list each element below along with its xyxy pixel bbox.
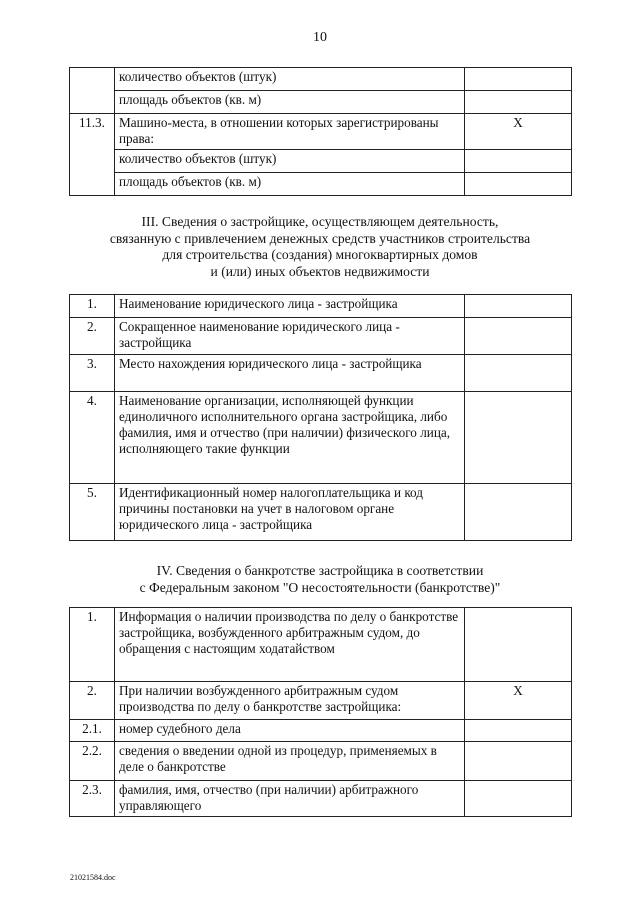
row-mark: X xyxy=(465,114,572,150)
row-mark xyxy=(465,392,572,484)
section-3-title-line: для строительства (создания) многоквартирных домов xyxy=(162,247,478,262)
row-mark xyxy=(465,781,572,817)
section-3-title-line: и (или) иных объектов недвижимости xyxy=(210,263,430,279)
row-text: количество объектов (штук) xyxy=(115,150,465,173)
footer-file-name: 21021584.doc xyxy=(70,873,116,882)
row-number: 1. xyxy=(70,295,115,318)
table-row xyxy=(70,295,572,318)
table-row xyxy=(70,68,572,91)
row-number: 2.1. xyxy=(70,720,115,742)
row-text: фамилия, имя, отчество (при наличии) арбитражного управляющего xyxy=(115,781,465,817)
row-mark xyxy=(465,720,572,742)
table-developer xyxy=(69,294,572,541)
section-3-title-line: связанную с привлечением денежных средств участников строительства xyxy=(109,230,531,246)
row-text: Наименование организации, исполняющей функции единоличного исполнительного органа застройщика, либо фамилия, имя и отчество (при наличии) физического лица, исполняющего такие функции xyxy=(115,392,465,484)
row-text: Сокращенное наименование юридического лица - застройщика xyxy=(115,318,465,355)
row-number: 4. xyxy=(70,392,115,484)
row-mark xyxy=(465,742,572,781)
table-row xyxy=(70,114,572,150)
row-mark xyxy=(465,295,572,318)
section-3-title-line: III. Сведения о застройщике, осуществляющем деятельность, xyxy=(141,214,499,229)
section-4-title-line: IV. Сведения о банкротстве застройщика в соответствии xyxy=(156,563,484,578)
table-row xyxy=(70,91,572,114)
table-row xyxy=(70,720,572,742)
table-row xyxy=(70,781,572,817)
section-3-title xyxy=(0,214,640,280)
row-text: сведения о введении одной из процедур, применяемых в деле о банкротстве xyxy=(115,742,465,781)
row-number xyxy=(70,68,115,114)
row-mark xyxy=(465,68,572,91)
row-mark xyxy=(465,91,572,114)
row-mark xyxy=(465,318,572,355)
page-number: 10 xyxy=(313,30,327,45)
table-row xyxy=(70,608,572,682)
row-text: площадь объектов (кв. м) xyxy=(115,173,465,196)
table-row xyxy=(70,318,572,355)
row-number: 3. xyxy=(70,355,115,392)
table-row xyxy=(70,355,572,392)
row-mark xyxy=(465,173,572,196)
row-text: номер судебного дела xyxy=(115,720,465,742)
row-number: 2.3. xyxy=(70,781,115,817)
row-number: 5. xyxy=(70,484,115,541)
row-number: 1. xyxy=(70,608,115,682)
table-objects xyxy=(69,67,572,196)
table-row xyxy=(70,150,572,173)
row-text: Идентификационный номер налогоплательщика и код причины постановки на учет в налоговом органе юридического лица - застройщика xyxy=(115,484,465,541)
table-row xyxy=(70,484,572,541)
section-4-title xyxy=(0,563,640,596)
row-text: Место нахождения юридического лица - застройщика xyxy=(115,355,465,392)
row-number: 2. xyxy=(70,318,115,355)
row-mark: X xyxy=(465,682,572,720)
row-mark xyxy=(465,484,572,541)
row-text: площадь объектов (кв. м) xyxy=(115,91,465,114)
table-row xyxy=(70,682,572,720)
row-number: 11.3. xyxy=(70,114,115,196)
row-text: Машино-места, в отношении которых зарегистрированы права: xyxy=(115,114,465,150)
row-mark xyxy=(465,608,572,682)
row-mark xyxy=(465,355,572,392)
table-row xyxy=(70,742,572,781)
table-row xyxy=(70,173,572,196)
row-number: 2. xyxy=(70,682,115,720)
table-bankruptcy xyxy=(69,607,572,817)
table-row xyxy=(70,392,572,484)
row-text: количество объектов (штук) xyxy=(115,68,465,91)
row-number: 2.2. xyxy=(70,742,115,781)
row-text: При наличии возбужденного арбитражным судом производства по делу о банкротстве застройщика: xyxy=(115,682,465,720)
row-text: Информация о наличии производства по делу о банкротстве застройщика, возбужденного арбитражным судом, до обращения с настоящим ходатайством xyxy=(115,608,465,682)
section-4-title-line: с Федеральным законом "О несостоятельности (банкротстве)" xyxy=(139,579,501,595)
row-text: Наименование юридического лица - застройщика xyxy=(115,295,465,318)
row-mark xyxy=(465,150,572,173)
